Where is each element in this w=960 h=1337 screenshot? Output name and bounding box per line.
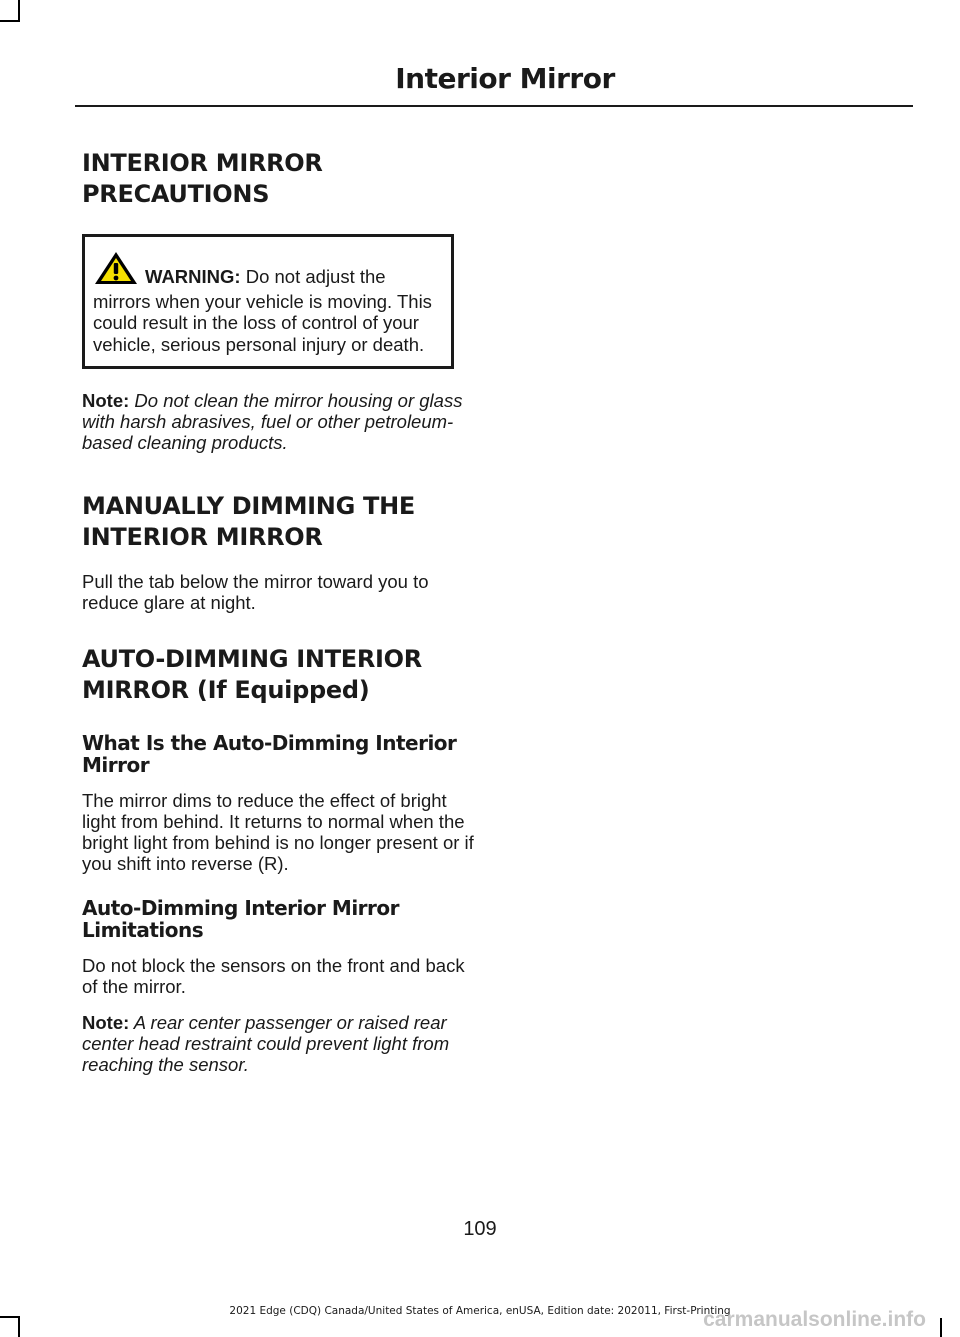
section-heading-auto-dimming xyxy=(82,644,474,706)
heading-line: INTERIOR MIRROR xyxy=(82,523,323,551)
page-number: 109 xyxy=(463,1218,497,1240)
crop-mark-top-left xyxy=(18,0,20,22)
manual-dimming-body: Pull the tab below the mirror toward you to reduce glare at night. xyxy=(82,571,429,613)
what-is-body: The mirror dims to reduce the effect of bright light from behind. It returns to normal when the bright light from behind is no longer present or if you shift into reverse (R). xyxy=(82,790,474,874)
section-heading-manual-dimming xyxy=(82,491,474,553)
subheading-limitations: Auto-Dimming Interior Mirror Limitations xyxy=(82,896,400,942)
crop-mark-bottom-right xyxy=(940,1318,942,1337)
page-header xyxy=(0,62,960,95)
warning-label: WARNING: xyxy=(145,266,241,287)
note-text: Do not clean the mirror housing or glass with harsh abrasives, fuel or other petroleum-based cleaning products. xyxy=(82,390,463,453)
edition-line: 2021 Edge (CDQ) Canada/United States of America, enUSA, Edition date: 202011, First-Printing xyxy=(229,1305,731,1317)
note-label: Note: xyxy=(82,1012,130,1033)
section-heading-precautions xyxy=(82,148,474,210)
heading-line: MANUALLY DIMMING THE xyxy=(82,492,415,520)
heading-line: PRECAUTIONS xyxy=(82,180,270,208)
crop-mark-top-left-h xyxy=(0,20,20,22)
watermark: carmanualsonline.info xyxy=(703,1308,926,1331)
crop-mark-bottom-left xyxy=(18,1318,20,1337)
heading-line: INTERIOR MIRROR xyxy=(82,149,323,177)
limitations-note xyxy=(82,1012,474,1075)
note-paragraph xyxy=(82,390,474,453)
heading-line: MIRROR (If Equipped) xyxy=(82,676,370,704)
heading-line: AUTO-DIMMING INTERIOR xyxy=(82,645,422,673)
warning-triangle-icon xyxy=(93,250,139,291)
note-label: Note: xyxy=(82,390,130,411)
header-rule xyxy=(75,105,913,107)
limitations-body: Do not block the sensors on the front and back of the mirror. xyxy=(82,955,465,997)
page-title: Interior Mirror xyxy=(395,62,615,95)
main-content xyxy=(82,140,474,1075)
subheading-what-is: What Is the Auto-Dimming Interior Mirror xyxy=(82,731,457,777)
warning-box xyxy=(82,234,454,369)
warning-text: Do not adjust the mirrors when your vehicle is moving. This could result in the loss of control of your vehicle, serious personal injury or death. xyxy=(93,266,432,355)
note-text: A rear center passenger or raised rear center head restraint could prevent light from reaching the sensor. xyxy=(82,1012,450,1075)
warning-paragraph xyxy=(93,250,445,355)
